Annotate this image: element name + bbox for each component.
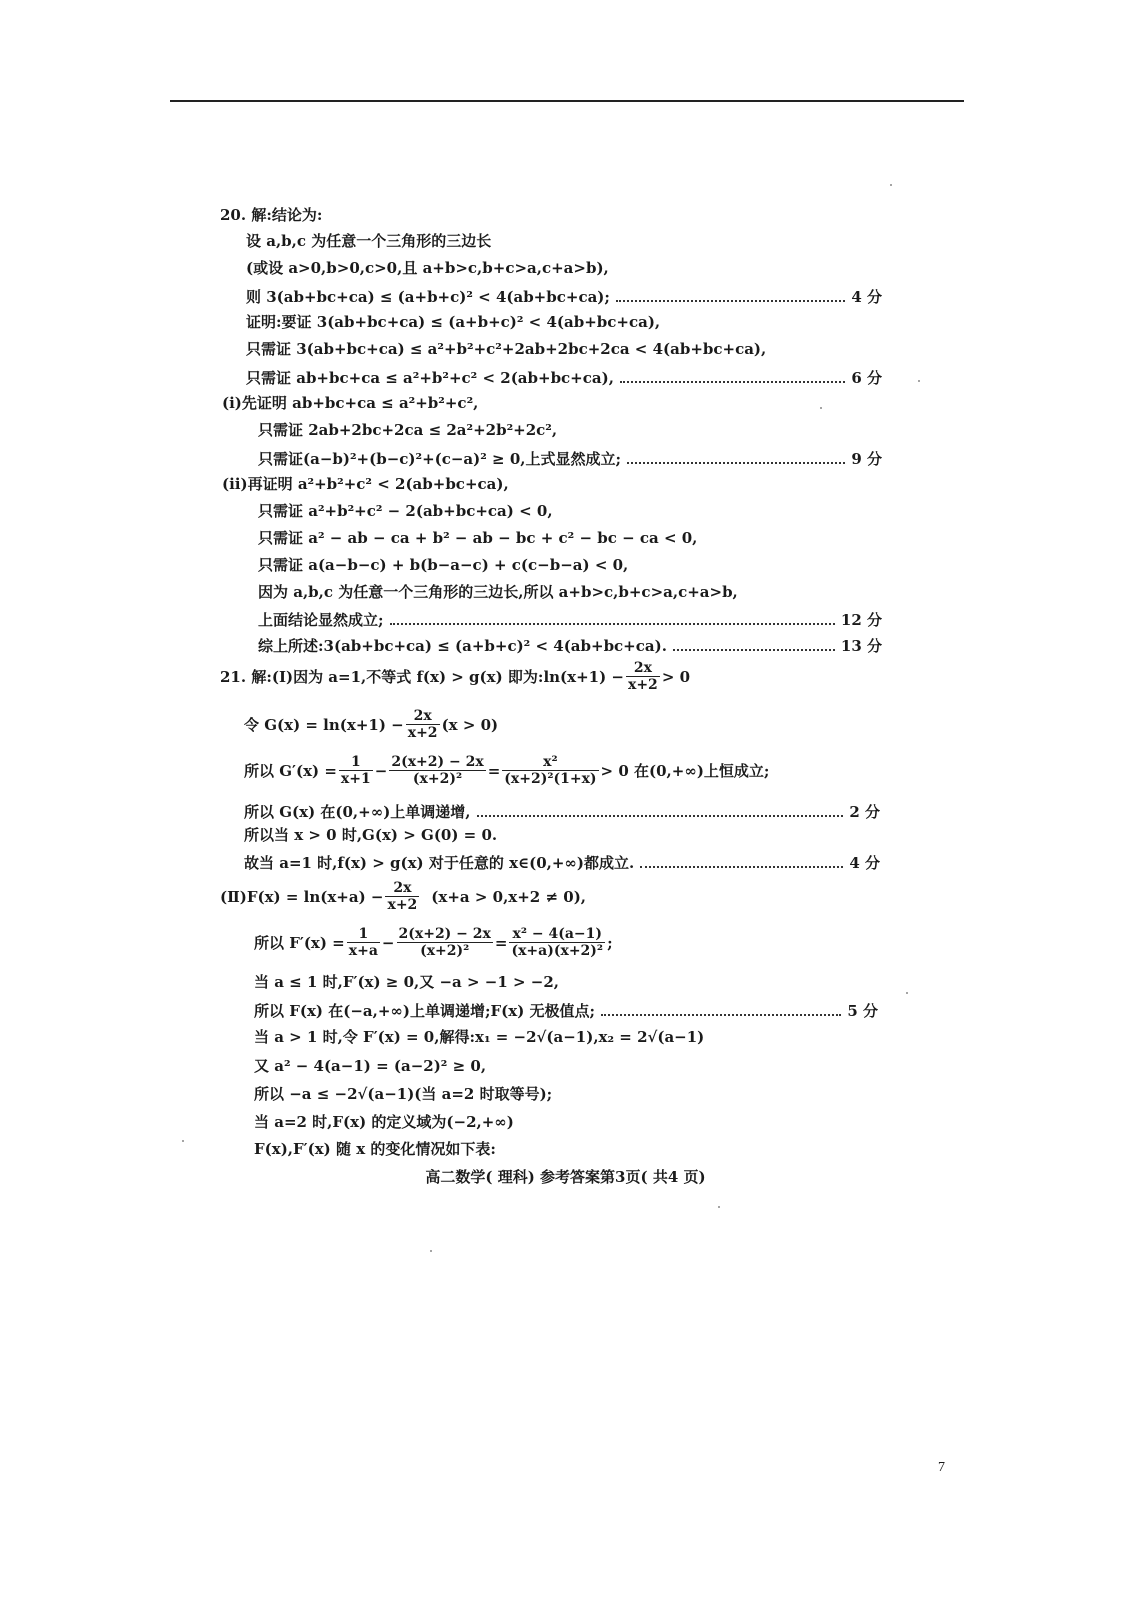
q21-text: > 0 在(0,+∞)上恒成立; [600, 762, 770, 780]
q20-line: 设 a,b,c 为任意一个三角形的三边长 [246, 232, 492, 250]
denominator: (x+a)(x+2)² [511, 943, 604, 959]
scan-speck [182, 1140, 184, 1142]
q21-line: 当 a > 1 时,令 F′(x) = 0,解得:x₁ = −2√(a−1),x₂ = 2√(a−1) [254, 1028, 705, 1046]
leader-dots [627, 462, 845, 464]
q21-line-text: 所以 G(x) 在(0,+∞)上单调递增, [244, 803, 471, 821]
numerator: 1 [339, 754, 373, 771]
q20-scored-line [258, 635, 882, 656]
q21-text: = [487, 761, 501, 780]
q21-line: F(x),F′(x) 随 x 的变化情况如下表: [254, 1140, 496, 1158]
fraction [509, 926, 605, 959]
q20-line-text: 则 3(ab+bc+ca) ≤ (a+b+c)² < 4(ab+bc+ca); [246, 288, 610, 306]
scan-speck [430, 1250, 432, 1252]
q21-line: 当 a ≤ 1 时,F′(x) ≥ 0,又 −a > −1 > −2, [254, 973, 560, 991]
q20-line: 证明:要证 3(ab+bc+ca) ≤ (a+b+c)² < 4(ab+bc+ca), [246, 313, 661, 331]
q21-text: − [374, 761, 388, 780]
fraction [397, 926, 493, 959]
score-points: 13 分 [840, 637, 882, 655]
score-points: 4 分 [851, 288, 882, 306]
q21-text: 所以 F′(x) = [254, 934, 345, 952]
q21-scored-line [244, 852, 880, 873]
q21-line: 当 a=2 时,F(x) 的定义域为(−2,+∞) [254, 1113, 514, 1131]
q20-line: 只需证 2ab+2bc+2ca ≤ 2a²+2b²+2c², [258, 421, 558, 439]
q20-line: 只需证 a(a−b−c) + b(b−a−c) + c(c−b−a) < 0, [258, 556, 629, 574]
q20-line: 只需证 3(ab+bc+ca) ≤ a²+b²+c²+2ab+2bc+2ca < 4(ab+bc+ca), [246, 340, 767, 358]
header-rule [170, 100, 964, 102]
q20-line-text: 上面结论显然成立; [258, 611, 384, 629]
denominator: (x+2)² [412, 771, 463, 787]
q20-heading: 20. 解:结论为: [220, 206, 323, 224]
q20-part-ii: (ⅱ)再证明 a²+b²+c² < 2(ab+bc+ca), [222, 475, 509, 493]
page-footer: 高二数学( 理科) 参考答案第3页( 共4 页) [425, 1168, 706, 1186]
denominator: (x+2)²(1+x) [504, 771, 597, 787]
q20-line: 因为 a,b,c 为任意一个三角形的三边长,所以 a+b>c,b+c>a,c+a>b, [258, 583, 738, 601]
leader-dots [673, 649, 835, 651]
q21-line-text: 故当 a=1 时,f(x) > g(x) 对于任意的 x∈(0,+∞)都成立. [244, 854, 635, 872]
q21-text: = [494, 933, 508, 952]
numerator: 1 [347, 926, 380, 943]
leader-dots [616, 300, 845, 302]
q20-scored-line [258, 448, 882, 469]
q21-text: > 0 [661, 667, 691, 686]
scan-speck [906, 992, 908, 994]
leader-dots [620, 381, 845, 383]
q21-text: (x > 0) [441, 715, 499, 734]
denominator: x+a [348, 943, 378, 959]
denominator: x+2 [387, 897, 418, 913]
score-points: 12 分 [840, 611, 882, 629]
q21-text: ; [607, 933, 613, 952]
q20-line-text: 只需证 ab+bc+ca ≤ a²+b²+c² < 2(ab+bc+ca), [246, 369, 614, 387]
leader-dots [477, 815, 844, 817]
denominator: x+1 [340, 771, 371, 787]
fraction [406, 708, 440, 741]
q21-text: (Ⅱ)F(x) = ln(x+a) − [220, 887, 384, 906]
q20-scored-line [246, 286, 882, 307]
q21-line: 又 a² − 4(a−1) = (a−2)² ≥ 0, [254, 1057, 487, 1075]
score-points: 5 分 [847, 1002, 878, 1020]
q21-line-text: 所以 F(x) 在(−a,+∞)上单调递增;F(x) 无极值点; [254, 1002, 596, 1020]
q21-line: 所以当 x > 0 时,G(x) > G(0) = 0. [244, 826, 498, 844]
q20-line-text: 只需证(a−b)²+(b−c)²+(c−a)² ≥ 0,上式显然成立; [258, 450, 622, 468]
score-points: 6 分 [851, 369, 882, 387]
leader-dots [390, 623, 835, 625]
q20-line-text: 综上所述:3(ab+bc+ca) ≤ (a+b+c)² < 4(ab+bc+ca). [258, 637, 667, 655]
q20-line: 只需证 a²+b²+c² − 2(ab+bc+ca) < 0, [258, 502, 553, 520]
score-points: 4 分 [849, 854, 880, 872]
q20-scored-line [258, 609, 882, 630]
q21-text: 所以 G′(x) = [244, 762, 337, 780]
fraction [626, 660, 660, 693]
q20-line: 只需证 a² − ab − ca + b² − ab − bc + c² − bc − ca < 0, [258, 529, 698, 547]
q21-line: 所以 −a ≤ −2√(a−1)(当 a=2 时取等号); [254, 1085, 553, 1103]
q21-line [254, 926, 613, 959]
fraction [389, 754, 485, 787]
q21-scored-line [244, 801, 880, 822]
q20-part-i: (ⅰ)先证明 ab+bc+ca ≤ a²+b²+c², [222, 394, 479, 412]
q21-text: − [381, 933, 395, 952]
q20-line: (或设 a>0,b>0,c>0,且 a+b>c,b+c>a,c+a>b), [246, 259, 609, 277]
leader-dots [640, 866, 843, 868]
numerator: 2x [626, 660, 660, 677]
q21-line [244, 754, 769, 787]
score-points: 9 分 [851, 450, 882, 468]
numerator: x² − 4(a−1) [509, 926, 605, 943]
numerator: 2(x+2) − 2x [391, 754, 484, 770]
q21-text: (x+a > 0,x+2 ≠ 0), [431, 887, 587, 906]
fraction [347, 926, 380, 959]
fraction [385, 880, 419, 913]
q21-text: 令 G(x) = ln(x+1) − [244, 716, 404, 734]
q21-scored-line [254, 1000, 878, 1021]
numerator: 2x [406, 708, 440, 725]
denominator: x+2 [627, 677, 658, 693]
numerator: 2(x+2) − 2x [398, 926, 491, 942]
scan-speck [718, 1206, 720, 1208]
q21-line [244, 708, 498, 741]
leader-dots [601, 1014, 841, 1016]
denominator: x+2 [407, 725, 438, 741]
fraction [502, 754, 598, 787]
score-points: 2 分 [849, 803, 880, 821]
scan-speck [918, 380, 920, 382]
q21-part-ii [220, 880, 586, 913]
q21-text: 21. 解:(Ⅰ)因为 a=1,不等式 f(x) > g(x) 即为:ln(x+1) − [220, 668, 624, 686]
q20-scored-line [246, 367, 882, 388]
q21-heading [220, 660, 690, 693]
scan-speck [820, 407, 822, 409]
page-number: 7 [938, 1460, 945, 1475]
numerator: x² [502, 754, 598, 771]
denominator: (x+2)² [420, 943, 470, 959]
numerator: 2x [385, 880, 419, 897]
scan-speck [890, 184, 892, 186]
fraction [339, 754, 373, 787]
